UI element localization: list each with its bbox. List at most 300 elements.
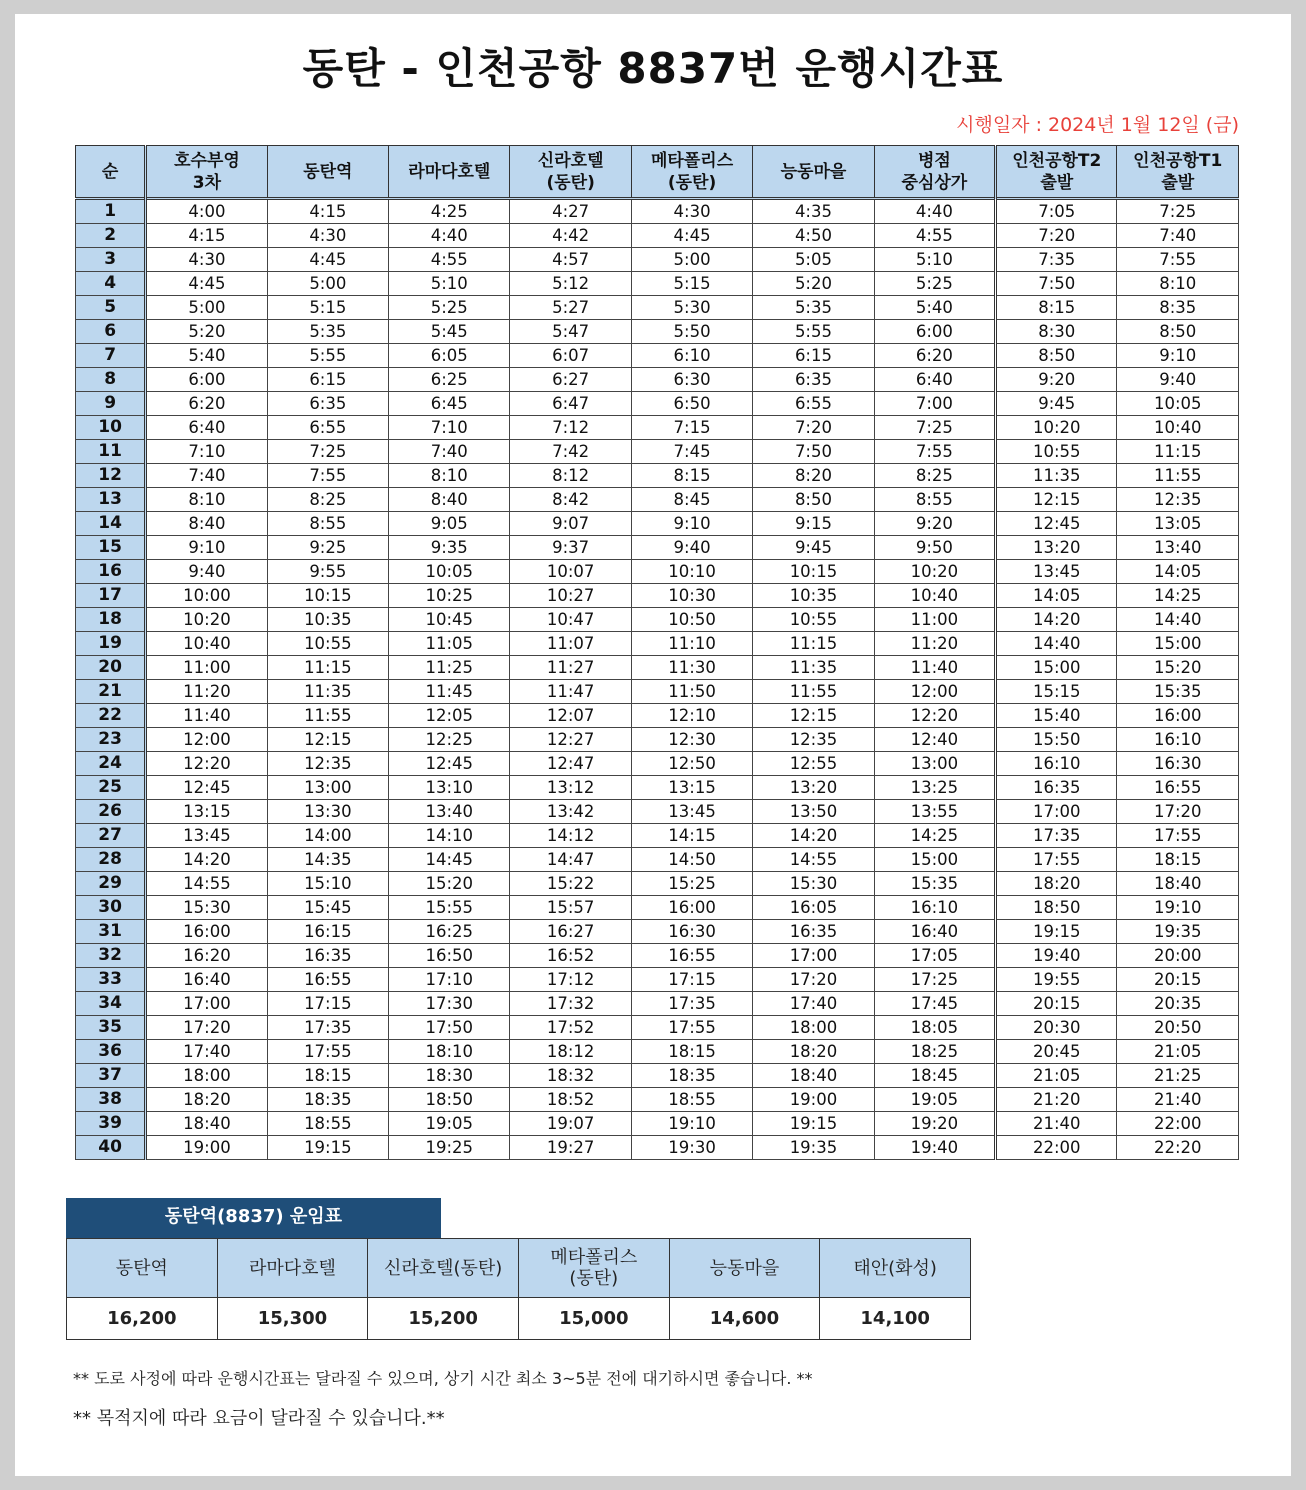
departure-time: 6:07 bbox=[510, 344, 631, 368]
fare-value: 14,600 bbox=[669, 1298, 820, 1340]
departure-time: 5:25 bbox=[389, 296, 510, 320]
departure-time: 10:00 bbox=[146, 584, 267, 608]
departure-time: 16:30 bbox=[631, 920, 752, 944]
departure-time: 15:00 bbox=[874, 848, 995, 872]
table-row bbox=[76, 848, 1239, 872]
departure-time: 14:50 bbox=[631, 848, 752, 872]
departure-time: 4:40 bbox=[874, 199, 995, 224]
departure-time: 13:20 bbox=[996, 536, 1117, 560]
departure-time: 18:55 bbox=[267, 1112, 388, 1136]
departure-time: 13:45 bbox=[631, 800, 752, 824]
departure-time: 10:47 bbox=[510, 608, 631, 632]
departure-time: 11:55 bbox=[1117, 464, 1239, 488]
departure-time: 17:35 bbox=[267, 1016, 388, 1040]
table-row bbox=[76, 584, 1239, 608]
row-number: 2 bbox=[76, 224, 146, 248]
departure-time: 19:07 bbox=[510, 1112, 631, 1136]
departure-time: 12:10 bbox=[631, 704, 752, 728]
departure-time: 4:45 bbox=[146, 272, 267, 296]
table-row bbox=[76, 272, 1239, 296]
departure-time: 9:50 bbox=[874, 536, 995, 560]
departure-time: 17:50 bbox=[389, 1016, 510, 1040]
departure-time: 19:35 bbox=[753, 1136, 874, 1160]
departure-time: 21:20 bbox=[996, 1088, 1117, 1112]
departure-time: 11:45 bbox=[389, 680, 510, 704]
row-number: 30 bbox=[76, 896, 146, 920]
schedule-note: ** 도로 사정에 따라 운행시간표는 달라질 수 있으며, 상기 시간 최소 3~5분 전에 대기하시면 좋습니다. ** bbox=[73, 1369, 813, 1388]
departure-time: 16:10 bbox=[996, 752, 1117, 776]
table-row bbox=[76, 344, 1239, 368]
departure-time: 12:47 bbox=[510, 752, 631, 776]
departure-time: 9:40 bbox=[1117, 368, 1239, 392]
row-number: 5 bbox=[76, 296, 146, 320]
departure-time: 6:20 bbox=[146, 392, 267, 416]
departure-time: 18:15 bbox=[1117, 848, 1239, 872]
row-number: 26 bbox=[76, 800, 146, 824]
departure-time: 14:10 bbox=[389, 824, 510, 848]
row-number: 24 bbox=[76, 752, 146, 776]
row-number: 8 bbox=[76, 368, 146, 392]
departure-time: 11:40 bbox=[146, 704, 267, 728]
departure-time: 15:45 bbox=[267, 896, 388, 920]
table-row bbox=[76, 1040, 1239, 1064]
timetable-body bbox=[76, 199, 1239, 1160]
departure-time: 12:20 bbox=[146, 752, 267, 776]
departure-time: 7:42 bbox=[510, 440, 631, 464]
departure-time: 7:50 bbox=[996, 272, 1117, 296]
departure-time: 8:15 bbox=[996, 296, 1117, 320]
departure-time: 19:55 bbox=[996, 968, 1117, 992]
departure-time: 15:30 bbox=[146, 896, 267, 920]
departure-time: 18:10 bbox=[389, 1040, 510, 1064]
table-row bbox=[76, 680, 1239, 704]
departure-time: 10:20 bbox=[874, 560, 995, 584]
fare-stop-header: 메타폴리스 (동탄) bbox=[518, 1239, 669, 1298]
departure-time: 6:55 bbox=[753, 392, 874, 416]
departure-time: 7:25 bbox=[1117, 199, 1239, 224]
departure-time: 18:35 bbox=[267, 1088, 388, 1112]
departure-time: 6:55 bbox=[267, 416, 388, 440]
departure-time: 12:35 bbox=[1117, 488, 1239, 512]
departure-time: 21:05 bbox=[1117, 1040, 1239, 1064]
departure-time: 17:55 bbox=[631, 1016, 752, 1040]
departure-time: 17:55 bbox=[267, 1040, 388, 1064]
fare-stop-header: 라마다호텔 bbox=[217, 1239, 368, 1298]
departure-time: 5:05 bbox=[753, 248, 874, 272]
table-row bbox=[76, 320, 1239, 344]
departure-time: 8:55 bbox=[267, 512, 388, 536]
table-row bbox=[76, 776, 1239, 800]
departure-time: 9:07 bbox=[510, 512, 631, 536]
departure-time: 9:37 bbox=[510, 536, 631, 560]
departure-time: 16:00 bbox=[631, 896, 752, 920]
departure-time: 11:30 bbox=[631, 656, 752, 680]
departure-time: 13:00 bbox=[267, 776, 388, 800]
departure-time: 14:25 bbox=[874, 824, 995, 848]
departure-time: 16:15 bbox=[267, 920, 388, 944]
departure-time: 7:40 bbox=[146, 464, 267, 488]
departure-time: 20:15 bbox=[1117, 968, 1239, 992]
fare-table bbox=[66, 1238, 971, 1340]
departure-time: 11:10 bbox=[631, 632, 752, 656]
departure-time: 21:25 bbox=[1117, 1064, 1239, 1088]
departure-time: 10:20 bbox=[146, 608, 267, 632]
row-number: 20 bbox=[76, 656, 146, 680]
departure-time: 17:32 bbox=[510, 992, 631, 1016]
departure-time: 4:45 bbox=[631, 224, 752, 248]
departure-time: 17:55 bbox=[996, 848, 1117, 872]
departure-time: 17:15 bbox=[631, 968, 752, 992]
row-number: 19 bbox=[76, 632, 146, 656]
departure-time: 19:15 bbox=[753, 1112, 874, 1136]
departure-time: 11:25 bbox=[389, 656, 510, 680]
departure-time: 11:05 bbox=[389, 632, 510, 656]
departure-time: 19:30 bbox=[631, 1136, 752, 1160]
departure-time: 18:52 bbox=[510, 1088, 631, 1112]
departure-time: 17:45 bbox=[874, 992, 995, 1016]
timetable-page bbox=[15, 14, 1291, 1476]
departure-time: 17:52 bbox=[510, 1016, 631, 1040]
departure-time: 5:15 bbox=[631, 272, 752, 296]
departure-time: 20:00 bbox=[1117, 944, 1239, 968]
departure-time: 8:30 bbox=[996, 320, 1117, 344]
departure-time: 16:27 bbox=[510, 920, 631, 944]
departure-time: 8:15 bbox=[631, 464, 752, 488]
departure-time: 17:15 bbox=[267, 992, 388, 1016]
departure-time: 13:15 bbox=[146, 800, 267, 824]
departure-time: 12:15 bbox=[996, 488, 1117, 512]
departure-time: 4:15 bbox=[146, 224, 267, 248]
departure-time: 18:15 bbox=[631, 1040, 752, 1064]
departure-time: 15:55 bbox=[389, 896, 510, 920]
departure-time: 12:20 bbox=[874, 704, 995, 728]
departure-time: 10:15 bbox=[753, 560, 874, 584]
departure-time: 7:10 bbox=[146, 440, 267, 464]
departure-time: 15:35 bbox=[874, 872, 995, 896]
departure-time: 16:30 bbox=[1117, 752, 1239, 776]
departure-time: 12:15 bbox=[753, 704, 874, 728]
departure-time: 9:25 bbox=[267, 536, 388, 560]
departure-time: 10:07 bbox=[510, 560, 631, 584]
departure-time: 5:10 bbox=[874, 248, 995, 272]
departure-time: 17:20 bbox=[753, 968, 874, 992]
row-number: 40 bbox=[76, 1136, 146, 1160]
column-header-stop: 호수부영 3차 bbox=[146, 146, 267, 199]
departure-time: 7:12 bbox=[510, 416, 631, 440]
departure-time: 7:25 bbox=[267, 440, 388, 464]
departure-time: 13:30 bbox=[267, 800, 388, 824]
departure-time: 7:35 bbox=[996, 248, 1117, 272]
departure-time: 12:15 bbox=[267, 728, 388, 752]
row-number: 15 bbox=[76, 536, 146, 560]
departure-time: 4:57 bbox=[510, 248, 631, 272]
departure-time: 6:05 bbox=[389, 344, 510, 368]
fare-value: 15,000 bbox=[518, 1298, 669, 1340]
column-header-stop: 메타폴리스 (동탄) bbox=[631, 146, 752, 199]
departure-time: 9:15 bbox=[753, 512, 874, 536]
departure-time: 4:35 bbox=[753, 199, 874, 224]
departure-time: 10:05 bbox=[389, 560, 510, 584]
departure-time: 9:20 bbox=[996, 368, 1117, 392]
departure-time: 10:40 bbox=[146, 632, 267, 656]
departure-time: 8:10 bbox=[389, 464, 510, 488]
departure-time: 6:20 bbox=[874, 344, 995, 368]
fare-table-title: 동탄역(8837) 운임표 bbox=[66, 1198, 441, 1238]
departure-time: 10:55 bbox=[996, 440, 1117, 464]
departure-time: 18:20 bbox=[146, 1088, 267, 1112]
departure-time: 15:40 bbox=[996, 704, 1117, 728]
fare-value-row bbox=[67, 1298, 971, 1340]
departure-time: 9:55 bbox=[267, 560, 388, 584]
row-number: 14 bbox=[76, 512, 146, 536]
departure-time: 13:05 bbox=[1117, 512, 1239, 536]
departure-time: 15:25 bbox=[631, 872, 752, 896]
table-row bbox=[76, 512, 1239, 536]
departure-time: 7:55 bbox=[874, 440, 995, 464]
table-row bbox=[76, 992, 1239, 1016]
departure-time: 11:55 bbox=[267, 704, 388, 728]
departure-time: 19:00 bbox=[146, 1136, 267, 1160]
departure-time: 14:05 bbox=[996, 584, 1117, 608]
departure-time: 19:25 bbox=[389, 1136, 510, 1160]
table-row bbox=[76, 872, 1239, 896]
departure-time: 16:35 bbox=[267, 944, 388, 968]
departure-time: 13:50 bbox=[753, 800, 874, 824]
departure-time: 16:52 bbox=[510, 944, 631, 968]
departure-time: 18:50 bbox=[389, 1088, 510, 1112]
table-row bbox=[76, 728, 1239, 752]
departure-time: 6:10 bbox=[631, 344, 752, 368]
fare-value: 16,200 bbox=[67, 1298, 218, 1340]
departure-time: 17:55 bbox=[1117, 824, 1239, 848]
table-row bbox=[76, 392, 1239, 416]
departure-time: 16:35 bbox=[996, 776, 1117, 800]
row-number: 9 bbox=[76, 392, 146, 416]
departure-time: 7:15 bbox=[631, 416, 752, 440]
departure-time: 12:35 bbox=[267, 752, 388, 776]
departure-time: 5:47 bbox=[510, 320, 631, 344]
departure-time: 14:20 bbox=[146, 848, 267, 872]
row-number: 6 bbox=[76, 320, 146, 344]
departure-time: 13:45 bbox=[146, 824, 267, 848]
departure-time: 8:10 bbox=[146, 488, 267, 512]
departure-time: 8:20 bbox=[753, 464, 874, 488]
row-number: 31 bbox=[76, 920, 146, 944]
table-row bbox=[76, 416, 1239, 440]
column-header-stop: 병점 중심상가 bbox=[874, 146, 995, 199]
departure-time: 12:00 bbox=[874, 680, 995, 704]
departure-time: 6:40 bbox=[874, 368, 995, 392]
departure-time: 11:15 bbox=[1117, 440, 1239, 464]
departure-time: 5:55 bbox=[753, 320, 874, 344]
table-row bbox=[76, 1112, 1239, 1136]
departure-time: 5:30 bbox=[631, 296, 752, 320]
departure-time: 5:27 bbox=[510, 296, 631, 320]
row-number: 29 bbox=[76, 872, 146, 896]
departure-time: 11:35 bbox=[267, 680, 388, 704]
departure-time: 13:40 bbox=[1117, 536, 1239, 560]
departure-time: 11:00 bbox=[874, 608, 995, 632]
row-number: 38 bbox=[76, 1088, 146, 1112]
departure-time: 8:35 bbox=[1117, 296, 1239, 320]
departure-time: 10:35 bbox=[753, 584, 874, 608]
departure-time: 11:47 bbox=[510, 680, 631, 704]
table-row bbox=[76, 920, 1239, 944]
departure-time: 19:20 bbox=[874, 1112, 995, 1136]
departure-time: 13:40 bbox=[389, 800, 510, 824]
departure-time: 4:42 bbox=[510, 224, 631, 248]
departure-time: 11:07 bbox=[510, 632, 631, 656]
departure-time: 9:45 bbox=[996, 392, 1117, 416]
departure-time: 7:45 bbox=[631, 440, 752, 464]
departure-time: 17:40 bbox=[146, 1040, 267, 1064]
table-row bbox=[76, 608, 1239, 632]
departure-time: 6:35 bbox=[267, 392, 388, 416]
departure-time: 5:12 bbox=[510, 272, 631, 296]
departure-time: 6:00 bbox=[146, 368, 267, 392]
table-row bbox=[76, 944, 1239, 968]
departure-time: 9:05 bbox=[389, 512, 510, 536]
table-row bbox=[76, 1136, 1239, 1160]
departure-time: 18:15 bbox=[267, 1064, 388, 1088]
departure-time: 8:45 bbox=[631, 488, 752, 512]
departure-time: 8:25 bbox=[874, 464, 995, 488]
timetable-header-row bbox=[76, 146, 1239, 199]
departure-time: 17:00 bbox=[753, 944, 874, 968]
departure-time: 18:40 bbox=[753, 1064, 874, 1088]
departure-time: 19:05 bbox=[874, 1088, 995, 1112]
departure-time: 4:40 bbox=[389, 224, 510, 248]
departure-time: 16:00 bbox=[1117, 704, 1239, 728]
departure-time: 20:50 bbox=[1117, 1016, 1239, 1040]
departure-time: 14:40 bbox=[996, 632, 1117, 656]
departure-time: 17:30 bbox=[389, 992, 510, 1016]
departure-time: 18:30 bbox=[389, 1064, 510, 1088]
departure-time: 17:00 bbox=[996, 800, 1117, 824]
departure-time: 19:40 bbox=[996, 944, 1117, 968]
departure-time: 21:40 bbox=[996, 1112, 1117, 1136]
effective-date: 시행일자 : 2024년 1월 12일 (금) bbox=[956, 114, 1239, 136]
departure-time: 10:10 bbox=[631, 560, 752, 584]
departure-time: 11:15 bbox=[267, 656, 388, 680]
table-row bbox=[76, 224, 1239, 248]
departure-time: 12:05 bbox=[389, 704, 510, 728]
departure-time: 14:55 bbox=[146, 872, 267, 896]
departure-time: 14:45 bbox=[389, 848, 510, 872]
departure-time: 14:25 bbox=[1117, 584, 1239, 608]
departure-time: 8:50 bbox=[753, 488, 874, 512]
departure-time: 11:27 bbox=[510, 656, 631, 680]
departure-time: 19:15 bbox=[996, 920, 1117, 944]
departure-time: 20:15 bbox=[996, 992, 1117, 1016]
table-row bbox=[76, 824, 1239, 848]
table-row bbox=[76, 536, 1239, 560]
departure-time: 14:40 bbox=[1117, 608, 1239, 632]
departure-time: 8:40 bbox=[146, 512, 267, 536]
row-number: 32 bbox=[76, 944, 146, 968]
departure-time: 19:27 bbox=[510, 1136, 631, 1160]
row-number: 27 bbox=[76, 824, 146, 848]
departure-time: 18:40 bbox=[1117, 872, 1239, 896]
departure-time: 13:45 bbox=[996, 560, 1117, 584]
departure-time: 7:40 bbox=[1117, 224, 1239, 248]
departure-time: 19:40 bbox=[874, 1136, 995, 1160]
departure-time: 5:15 bbox=[267, 296, 388, 320]
table-row bbox=[76, 752, 1239, 776]
departure-time: 15:35 bbox=[1117, 680, 1239, 704]
row-number: 16 bbox=[76, 560, 146, 584]
departure-time: 14:00 bbox=[267, 824, 388, 848]
departure-time: 11:35 bbox=[996, 464, 1117, 488]
departure-time: 19:05 bbox=[389, 1112, 510, 1136]
departure-time: 16:35 bbox=[753, 920, 874, 944]
departure-time: 5:25 bbox=[874, 272, 995, 296]
departure-time: 17:12 bbox=[510, 968, 631, 992]
departure-time: 18:12 bbox=[510, 1040, 631, 1064]
departure-time: 9:40 bbox=[631, 536, 752, 560]
table-row bbox=[76, 488, 1239, 512]
departure-time: 9:10 bbox=[146, 536, 267, 560]
table-row bbox=[76, 560, 1239, 584]
fare-stop-header: 태안(화성) bbox=[820, 1239, 971, 1298]
departure-time: 5:40 bbox=[146, 344, 267, 368]
departure-time: 5:55 bbox=[267, 344, 388, 368]
fare-stop-header: 능동마을 bbox=[669, 1239, 820, 1298]
departure-time: 20:35 bbox=[1117, 992, 1239, 1016]
departure-time: 21:40 bbox=[1117, 1088, 1239, 1112]
departure-time: 16:50 bbox=[389, 944, 510, 968]
departure-time: 4:30 bbox=[267, 224, 388, 248]
departure-time: 15:50 bbox=[996, 728, 1117, 752]
departure-time: 15:20 bbox=[389, 872, 510, 896]
departure-time: 16:55 bbox=[267, 968, 388, 992]
departure-time: 17:20 bbox=[1117, 800, 1239, 824]
departure-time: 19:00 bbox=[753, 1088, 874, 1112]
departure-time: 4:25 bbox=[389, 199, 510, 224]
departure-time: 11:35 bbox=[753, 656, 874, 680]
departure-time: 4:30 bbox=[146, 248, 267, 272]
departure-time: 17:00 bbox=[146, 992, 267, 1016]
departure-time: 18:05 bbox=[874, 1016, 995, 1040]
departure-time: 7:55 bbox=[267, 464, 388, 488]
departure-time: 10:40 bbox=[874, 584, 995, 608]
departure-time: 6:15 bbox=[267, 368, 388, 392]
departure-time: 6:45 bbox=[389, 392, 510, 416]
departure-time: 18:32 bbox=[510, 1064, 631, 1088]
departure-time: 12:50 bbox=[631, 752, 752, 776]
departure-time: 10:25 bbox=[389, 584, 510, 608]
departure-time: 15:10 bbox=[267, 872, 388, 896]
row-number: 21 bbox=[76, 680, 146, 704]
departure-time: 14:20 bbox=[996, 608, 1117, 632]
row-number: 39 bbox=[76, 1112, 146, 1136]
departure-time: 12:00 bbox=[146, 728, 267, 752]
row-number: 33 bbox=[76, 968, 146, 992]
departure-time: 18:40 bbox=[146, 1112, 267, 1136]
bus-timetable bbox=[75, 145, 1239, 1160]
departure-time: 12:45 bbox=[146, 776, 267, 800]
row-number: 3 bbox=[76, 248, 146, 272]
column-header-stop: 라마다호텔 bbox=[389, 146, 510, 199]
table-row bbox=[76, 1016, 1239, 1040]
departure-time: 17:05 bbox=[874, 944, 995, 968]
departure-time: 5:00 bbox=[267, 272, 388, 296]
departure-time: 22:00 bbox=[996, 1136, 1117, 1160]
departure-time: 4:55 bbox=[874, 224, 995, 248]
departure-time: 15:30 bbox=[753, 872, 874, 896]
fare-stop-header: 동탄역 bbox=[67, 1239, 218, 1298]
table-row bbox=[76, 1088, 1239, 1112]
